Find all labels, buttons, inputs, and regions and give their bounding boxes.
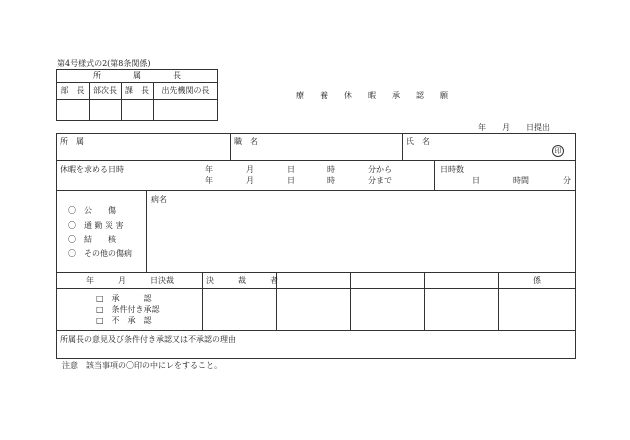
footer-note: 注意 該当事項の〇印の中にレをすること。 [62, 361, 222, 370]
disease-name-field[interactable] [151, 208, 571, 268]
approver-stamp-cell-4[interactable] [426, 290, 496, 328]
option-approved[interactable]: □ 承 認 [96, 294, 152, 303]
form-number: 第4号様式の2(第8条関係) [57, 59, 151, 68]
days-count-label: 日時数 [440, 165, 464, 174]
approval-table-header: 所 属 長 [93, 71, 181, 80]
submit-date: 年 月 日提出 [478, 123, 550, 132]
seal-icon: 印 [552, 145, 564, 157]
column-section-head: 課 長 [125, 86, 149, 95]
stamp-cell-deputy-head[interactable] [90, 100, 120, 120]
approver-stamp-cell-2[interactable] [278, 290, 348, 328]
column-deputy-head: 部次長 [93, 86, 117, 95]
option-not-approved[interactable]: □ 不 承 認 [96, 316, 152, 325]
to-year-unit: 年 [205, 176, 213, 185]
minutes-unit: 分 [563, 176, 571, 185]
from-year-unit: 年 [205, 165, 213, 174]
disease-name-label: 病名 [151, 195, 167, 204]
decision-date-label: 年 月 日決裁 [86, 276, 174, 285]
reason-label: 所属長の意見及び条件付き承認又は不承認の理由 [60, 335, 236, 344]
name-field[interactable] [422, 146, 550, 158]
approver-label: 決 裁 者 [206, 276, 278, 285]
column-department-head: 部 長 [60, 86, 85, 95]
hours-unit: 時間 [513, 176, 529, 185]
column-branch-head: 出先機関の長 [161, 86, 210, 95]
from-day-unit: 日 [287, 165, 295, 174]
form-title: 療 養 休 暇 承 認 願 [296, 91, 448, 100]
option-tuberculosis[interactable]: 〇 結 核 [68, 235, 116, 244]
option-commute-accident[interactable]: 〇 通 勤 災 害 [68, 221, 124, 230]
stamp-cell-section-head[interactable] [122, 100, 152, 120]
days-unit: 日 [472, 176, 480, 185]
position-label: 職 名 [234, 137, 258, 146]
to-day-unit: 日 [287, 176, 295, 185]
to-hour-unit: 時 [327, 176, 335, 185]
approver-stamp-cell-3[interactable] [352, 290, 422, 328]
staff-label: 係 [533, 276, 541, 285]
staff-stamp-cell[interactable] [500, 290, 574, 328]
stamp-cell-department-head[interactable] [57, 100, 88, 120]
from-minute-unit: 分から [368, 165, 392, 174]
from-month-unit: 月 [246, 165, 254, 174]
stamp-cell-branch-head[interactable] [154, 100, 217, 120]
name-label: 氏 名 [406, 137, 430, 146]
affiliation-field[interactable] [76, 146, 228, 158]
option-other-illness[interactable]: 〇 その他の傷病 [68, 249, 132, 258]
to-minute-unit: 分まで [368, 176, 392, 185]
affiliation-label: 所 属 [60, 137, 84, 146]
approver-stamp-cell-1[interactable] [204, 290, 274, 328]
position-field[interactable] [250, 146, 400, 158]
option-injury-on-duty[interactable]: 〇 公 傷 [68, 206, 116, 215]
reason-field[interactable] [60, 346, 572, 357]
from-hour-unit: 時 [327, 165, 335, 174]
leave-period-label: 休暇を求める日時 [60, 165, 124, 174]
to-month-unit: 月 [246, 176, 254, 185]
option-conditional-approval[interactable]: □ 条件付き承認 [96, 305, 160, 314]
